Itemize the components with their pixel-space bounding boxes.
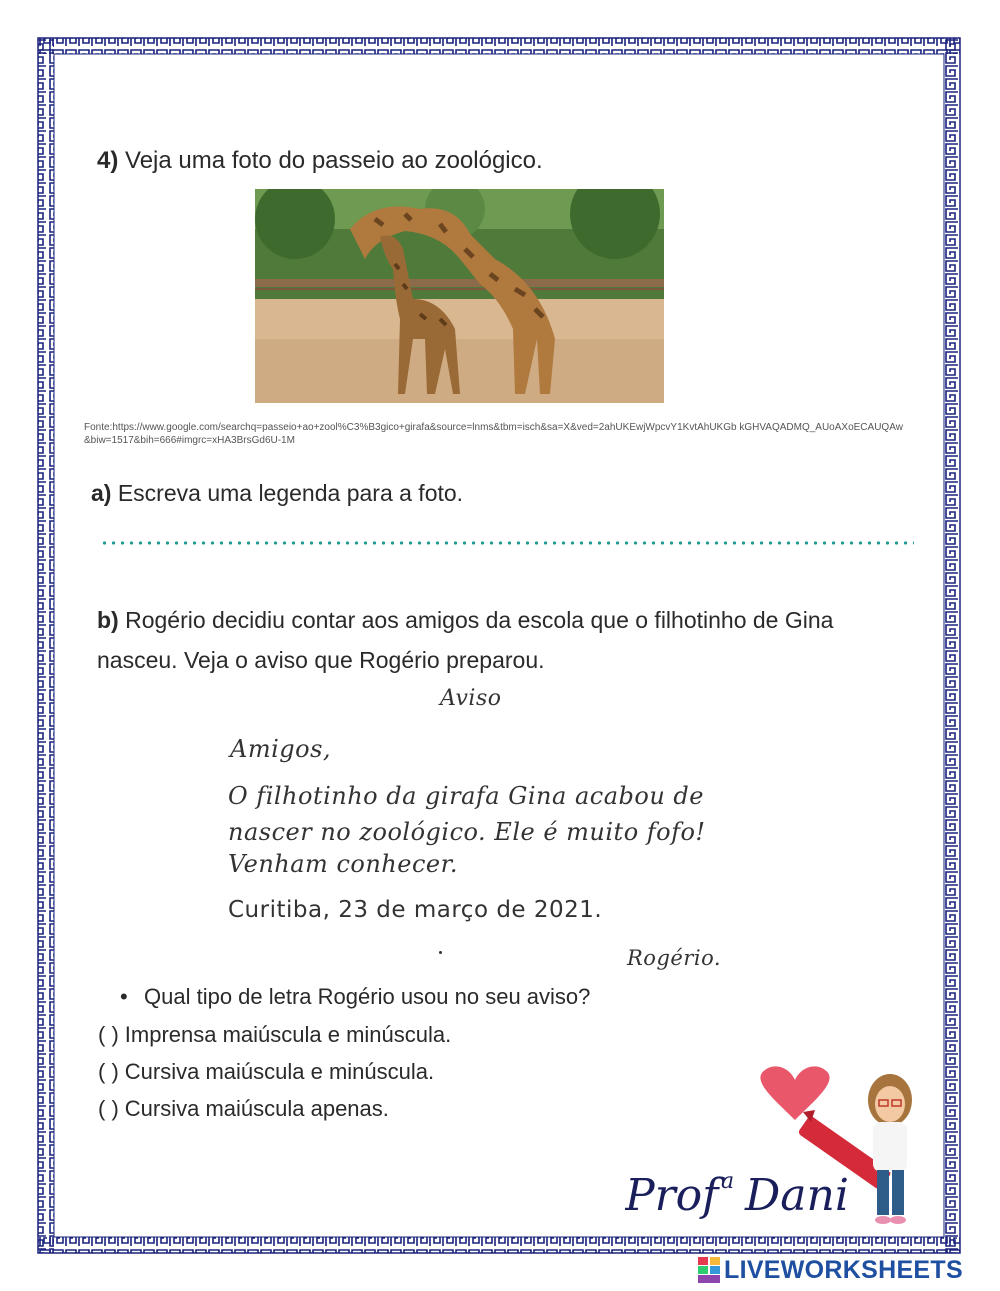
bullet-question-text: Qual tipo de letra Rogério usou no seu aviso? <box>144 984 591 1009</box>
stray-dot <box>439 951 442 954</box>
part-b-label: b) <box>97 607 119 633</box>
checkbox-1[interactable]: ( ) <box>98 1022 119 1047</box>
teacher-avatar-icon <box>868 1074 912 1224</box>
notice-line-3: Venham conhecer. <box>228 850 459 878</box>
caption-answer-field[interactable] <box>100 540 914 548</box>
giraffe-photo <box>255 189 664 403</box>
teacher-stamp <box>625 1060 945 1240</box>
notice-signature: Rogério. <box>627 946 722 970</box>
option-2[interactable] <box>98 1059 434 1085</box>
brand-logo[interactable] <box>698 1255 963 1285</box>
question-title <box>97 147 543 175</box>
checkbox-3[interactable]: ( ) <box>98 1096 119 1121</box>
question-number: 4) <box>97 147 119 174</box>
option-1[interactable] <box>98 1022 451 1048</box>
brand-text: LIVEWORKSHEETS <box>724 1255 963 1284</box>
stamp-name: Dani <box>745 1170 849 1221</box>
notice-title: Aviso <box>440 686 502 711</box>
part-a-prompt <box>91 480 463 507</box>
option-3[interactable] <box>98 1096 389 1122</box>
live-logo-icon <box>698 1257 720 1283</box>
option-2-text: Cursiva maiúscula e minúscula. <box>124 1059 435 1084</box>
notice-date: Curitiba, 23 de março de 2021. <box>228 897 603 923</box>
option-1-text: Imprensa maiúscula e minúscula. <box>124 1022 452 1047</box>
part-b-text: Rogério decidiu contar aos amigos da escola que o filhotinho de Gina nasceu. Veja o aviso que Rogério preparou. <box>97 607 834 673</box>
part-a-label: a) <box>91 480 112 506</box>
notice-greeting: Amigos, <box>230 735 332 763</box>
notice-line-2: nascer no zoológico. Ele é muito fofo! <box>228 818 706 846</box>
heart-icon <box>760 1066 829 1120</box>
option-3-text: Cursiva maiúscula apenas. <box>124 1096 389 1121</box>
question-text: Veja uma foto do passeio ao zoológico. <box>125 147 543 174</box>
bullet-icon: • <box>120 984 128 1009</box>
bullet-question <box>120 984 590 1010</box>
stamp-prof: Prof <box>625 1170 719 1221</box>
stamp-sup: a <box>721 1169 735 1194</box>
checkbox-2[interactable]: ( ) <box>98 1059 119 1084</box>
photo-source: Fonte:https://www.google.com/searchq=passeio+ao+zool%C3%B3gico+girafa&source=lnms&tbm=isch&sa=X&ved=2ahUKEwjWpcvY1KvtAhUKGb kGHVAQADMQ_AUoAXoECAUQAw&biw=1517&bih=666#imgrc=xHA3BrsGd6U-1M <box>84 422 903 446</box>
notice-line-1: O filhotinho da girafa Gina acabou de <box>228 782 704 810</box>
part-b-prompt <box>97 600 917 680</box>
part-a-text: Escreva uma legenda para a foto. <box>117 480 464 506</box>
